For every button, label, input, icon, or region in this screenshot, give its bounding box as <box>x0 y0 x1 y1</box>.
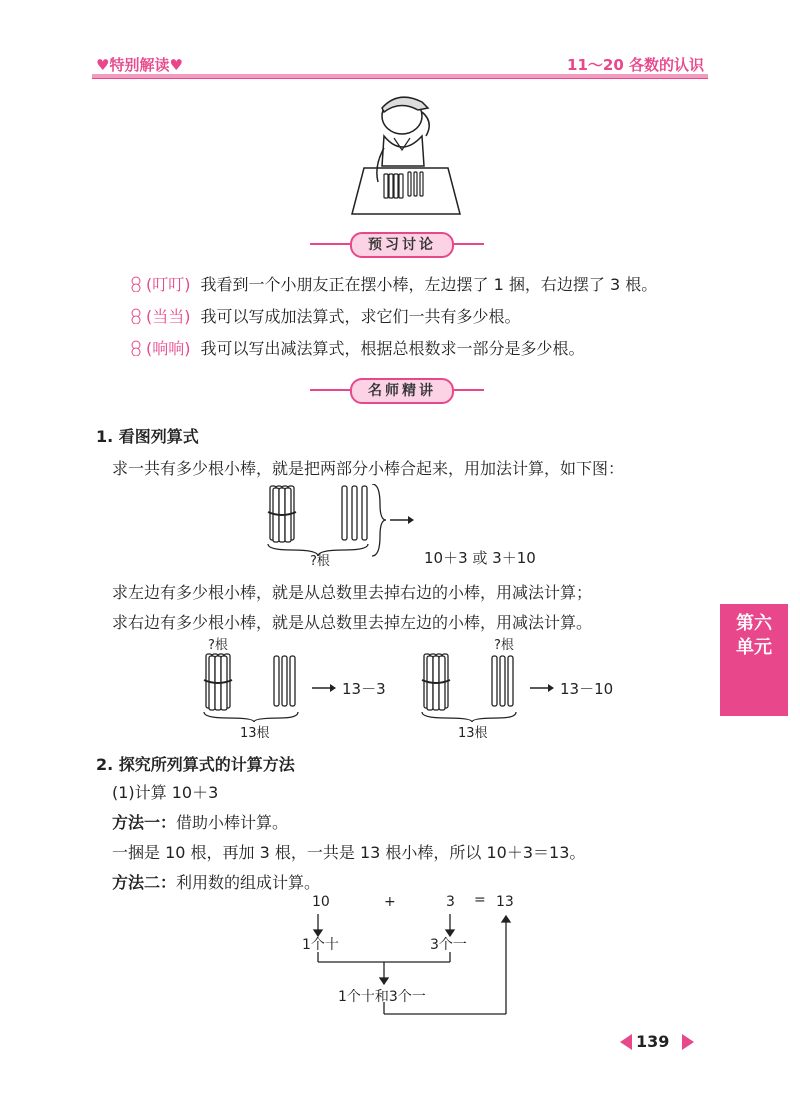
dialog-dangdang <box>128 306 521 328</box>
fig1-label: ?根 <box>310 554 330 569</box>
banner-label: 预习讨论 <box>350 232 454 258</box>
diagram-n2: 3 <box>446 894 455 910</box>
snowman-icon <box>128 276 144 292</box>
arrow-head <box>330 684 336 692</box>
diagram-result: 13 <box>496 894 514 910</box>
single-sticks <box>492 656 513 706</box>
header-left: ♥特别解读♥ <box>96 56 183 74</box>
child-illustration <box>338 86 462 216</box>
stick-bundle <box>268 486 296 542</box>
side-tab-text: 第六单元 <box>736 613 772 658</box>
fig2a-result: 13－3 <box>342 680 386 698</box>
banner-line-right <box>454 389 484 391</box>
diagram-n1: 10 <box>312 894 330 910</box>
method1 <box>112 810 288 833</box>
dialog-xiangxiang <box>128 338 585 360</box>
section2-sub1: (1)计算 10＋3 <box>112 783 219 802</box>
fig2b-top: ?根 <box>494 638 514 653</box>
bottom-brace <box>204 712 298 722</box>
snowman-icon <box>128 340 144 356</box>
section1-line1: 求一共有多少根小棒，就是把两部分小棒合起来，用加法计算，如下图： <box>112 459 625 478</box>
diagram-part2: 3个一 <box>430 937 467 953</box>
snowman-icon <box>128 308 144 324</box>
stick-bundle <box>422 654 450 710</box>
triangle-left-icon <box>620 1034 632 1050</box>
method1-detail: 一捆是 10 根，再加 3 根，一共是 13 根小棒，所以 10＋3＝13。 <box>112 843 586 862</box>
triangle-right-icon <box>682 1034 694 1050</box>
banner-preview <box>310 230 490 258</box>
method1-text: 借助小棒计算。 <box>176 813 289 832</box>
section1-title: 1. 看图列算式 <box>96 427 199 446</box>
header-right: 11～20 各数的认识 <box>567 56 704 74</box>
banner-label: 名师精讲 <box>350 378 454 404</box>
stick-bundle <box>204 654 232 710</box>
diagram-lines <box>300 906 530 1018</box>
fig2a-bottom: 13根 <box>240 726 270 741</box>
dialog-text: 我看到一个小朋友正在摆小棒，左边摆了 1 捆，右边摆了 3 根。 <box>200 275 658 294</box>
dialog-text: 我可以写成加法算式，求它们一共有多少根。 <box>200 307 521 326</box>
single-sticks <box>274 656 295 706</box>
single-sticks <box>342 486 367 540</box>
dialog-text: 我可以写出减法算式，根据总根数求一部分是多少根。 <box>200 339 585 358</box>
banner-line-left <box>310 389 350 391</box>
diagram-plus: + <box>384 894 396 910</box>
fig2b-bottom: 13根 <box>458 726 488 741</box>
diagram-eq: = <box>474 892 486 908</box>
section2-title: 2. 探究所列算式的计算方法 <box>96 755 295 774</box>
banner-teacher <box>310 376 490 404</box>
fig1-result: 10＋3 或 3＋10 <box>424 549 536 567</box>
section1-line3: 求右边有多少根小棒，就是从总数里去掉左边的小棒，用减法计算。 <box>112 613 593 632</box>
header-divider <box>92 74 708 79</box>
page-number: 139 <box>636 1032 670 1051</box>
speaker: (当当) <box>146 307 191 326</box>
bottom-brace <box>422 712 516 722</box>
method1-label: 方法一： <box>112 813 177 832</box>
unit-side-tab <box>720 604 788 716</box>
speaker: (响响) <box>146 339 191 358</box>
banner-line-left <box>310 243 350 245</box>
side-brace <box>372 484 386 556</box>
method2-text: 利用数的组成计算。 <box>176 873 321 892</box>
fig2a-top: ?根 <box>208 638 228 653</box>
diagram-part1: 1个十 <box>302 937 339 953</box>
speaker: (叮叮) <box>146 275 191 294</box>
dialog-dingding <box>128 274 657 296</box>
section1-line2: 求左边有多少根小棒，就是从总数里去掉右边的小棒，用减法计算； <box>112 583 593 602</box>
arrow-head <box>548 684 554 692</box>
banner-line-right <box>454 243 484 245</box>
arrow-head <box>408 516 414 524</box>
fig2b-result: 13－10 <box>560 680 614 698</box>
diagram-combined: 1个十和3个一 <box>338 989 426 1005</box>
method2 <box>112 870 320 893</box>
method2-label: 方法二： <box>112 873 177 892</box>
